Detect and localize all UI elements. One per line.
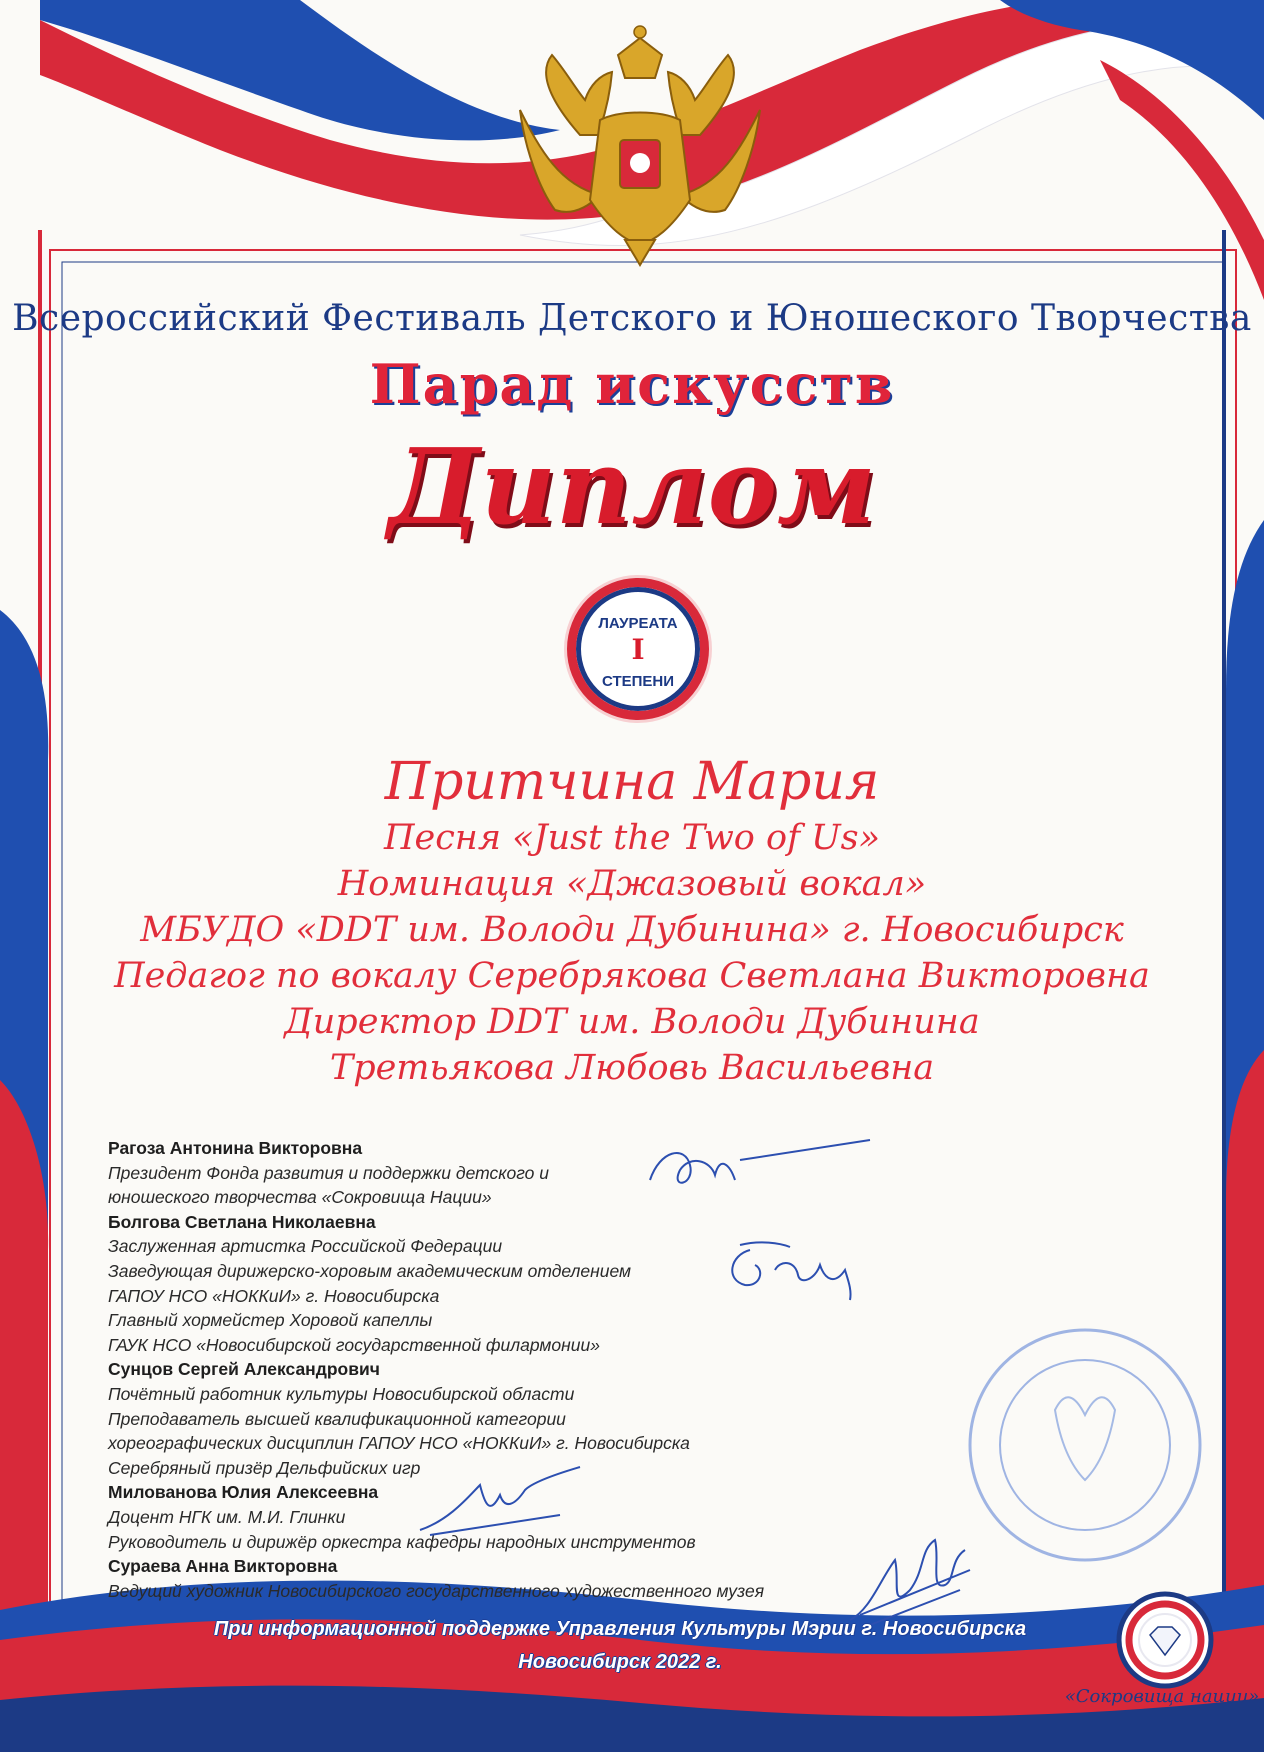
signature-4 (840, 1530, 980, 1630)
jury-member-role: Преподаватель высшей квалификационной категории (108, 1408, 566, 1429)
signature-2 (720, 1235, 870, 1305)
awardee-teacher: Педагог по вокалу Серебрякова Светлана Викторовна (114, 956, 1150, 996)
footer-support-text: При информационной поддержке Управления Культуры Мэрии г. Новосибирска (213, 1618, 1027, 1640)
festival-name: Парад искусств (369, 352, 895, 416)
badge-line1: ЛАУРЕАТА (598, 615, 678, 632)
awardee-institution: МБУДО «DDT им. Володи Дубинина» г. Новосибирск (140, 910, 1124, 950)
jury-member-role: Главный хормейстер Хоровой капеллы (108, 1310, 433, 1331)
jury-member-role: Заведующая дирижерско-хоровым академическим отделением (108, 1260, 632, 1281)
jury-member-role: Заслуженная артистка Российской Федерации (108, 1236, 503, 1257)
awardee-director-name: Третьякова Любовь Васильевна (329, 1048, 935, 1088)
jury-member-role: юношеского творчества «Сокровища Нации» (108, 1187, 492, 1208)
badge-numeral: I (631, 633, 645, 666)
jury-member-name: Рагоза Антонина Викторовна (108, 1138, 363, 1158)
jury-member-name: Болгова Светлана Николаевна (108, 1211, 376, 1232)
document-title: Диплом (387, 425, 877, 548)
awardee-song: Песня «Just the Two of Us» (383, 818, 881, 858)
badge-line2: СТЕПЕНИ (601, 673, 675, 690)
jury-member-name: Милованова Юлия Алексеевна (108, 1482, 379, 1503)
jury-member-role: Почётный работник культуры Новосибирской области (108, 1383, 575, 1404)
awardee-director-title: Директор DDT им. Володи Дубинина (284, 1002, 980, 1042)
laureate-badge (567, 578, 709, 720)
jury-member-role: Ведущий художник Новосибирского государственного художественного музея (108, 1580, 765, 1601)
footer-city-year: Новосибирск 2022 г. (518, 1651, 722, 1673)
jury-member-role: Президент Фонда развития и поддержки детского и (108, 1162, 550, 1183)
jury-member-role: хореографических дисциплин ГАПОУ НСО «НОККиИ» г. Новосибирска (108, 1433, 690, 1454)
foundation-logo-icon (1100, 1585, 1230, 1690)
jury-member-role: ГАУК НСО «Новосибирской государственной филармонии» (108, 1334, 600, 1355)
jury-member-name: Сураева Анна Викторовна (108, 1556, 338, 1577)
signature-1 (640, 1130, 880, 1210)
awardee-name: Притчина Мария (384, 752, 880, 812)
signature-3 (410, 1465, 590, 1545)
jury-member-role: ГАПОУ НСО «НОККиИ» г. Новосибирска (108, 1285, 440, 1306)
jury-member-role: Доцент НГК им. М.И. Глинки (108, 1506, 346, 1527)
logo-caption: «Сокровища нации» (1064, 1686, 1260, 1707)
jury-member-role: Руководитель и дирижёр оркестра кафедры народных инструментов (108, 1531, 696, 1552)
festival-title: Всероссийский Фестиваль Детского и Юношеского Творчества (12, 298, 1252, 339)
round-stamp-icon (960, 1320, 1210, 1570)
jury-member-role: Серебряный призёр Дельфийских игр (108, 1457, 421, 1478)
awardee-nomination: Номинация «Джазовый вокал» (337, 864, 927, 904)
jury-member-name: Сунцов Сергей Александрович (108, 1359, 380, 1380)
